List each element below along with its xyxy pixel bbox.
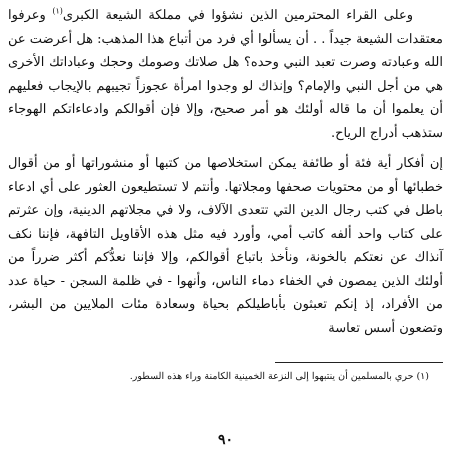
page-number: ٩٠	[217, 432, 234, 448]
footnote-reference: (١)	[52, 6, 63, 16]
footnote-separator	[275, 362, 443, 363]
paragraph-1-start: وعلى القراء المحترمين الذين نشؤوا في مملكة الشيعة الكبرى	[62, 8, 413, 23]
paragraph-2: إن أفكار أية فئة أو طائفة يمكن استخلاصها من كتبها أو منشوراتها أو من أقوال خطبائها أو من محتويات صحفها ومجلاتها. وأنتم لا تستطيعون العثور على أي ادعاء باطل في كتب رجال الدين التي تتعدى الآلاف، ولا في مجلاتهم الدينية، وإن عثرتم على كتاب واحد ألفه كاتب أمي، وأورد فيه مثل هذه الأقاويل التافهة، فإننا نكف آنذاك عن نعتكم بالخونة، ونأخذ باتباع أقوالكم، وإلا فإننا نعدُّكم أكثر ضرراً من أولئك الذين يمصون في الخفاء دماء الناس، وأنهوا - في ظلمة السجن - حياة عدد من الأفراد، إذ إنكم تعبثون بأباطيلكم بحياة وسعادة مئات الملايين من البشر، وتضعون أسس تعاسة	[8, 156, 443, 336]
footnote: (١) حري بالمسلمين أن ينتبهوا إلى النزعة الخمينية الكامنة وراء هذه السطور.	[129, 371, 429, 382]
paragraph-1-rest: وعرفوا معتقدات الشيعة جيداً . . أن يسألوا أي فرد من أتباع هذا المذهب: هل أعرضت عن الله وعبادته وصرت تعبد النبي وحده؟ هل صلاتك وصومك وحجك وعباداتك الأخرى هي من أجل النبي والإمام؟ وإنذاك لو وجدوا امرأة عجوزاً تجيبهم بالإيجاب فعليهم أن يعلموا أن ما قاله أولئك هو أمر صحيح، وإلا فإن أقوالكم وادعاءاتكم الهوجاء ستذهب أدراج الرياح.	[8, 8, 443, 141]
paragraph-1	[8, 4, 443, 145]
